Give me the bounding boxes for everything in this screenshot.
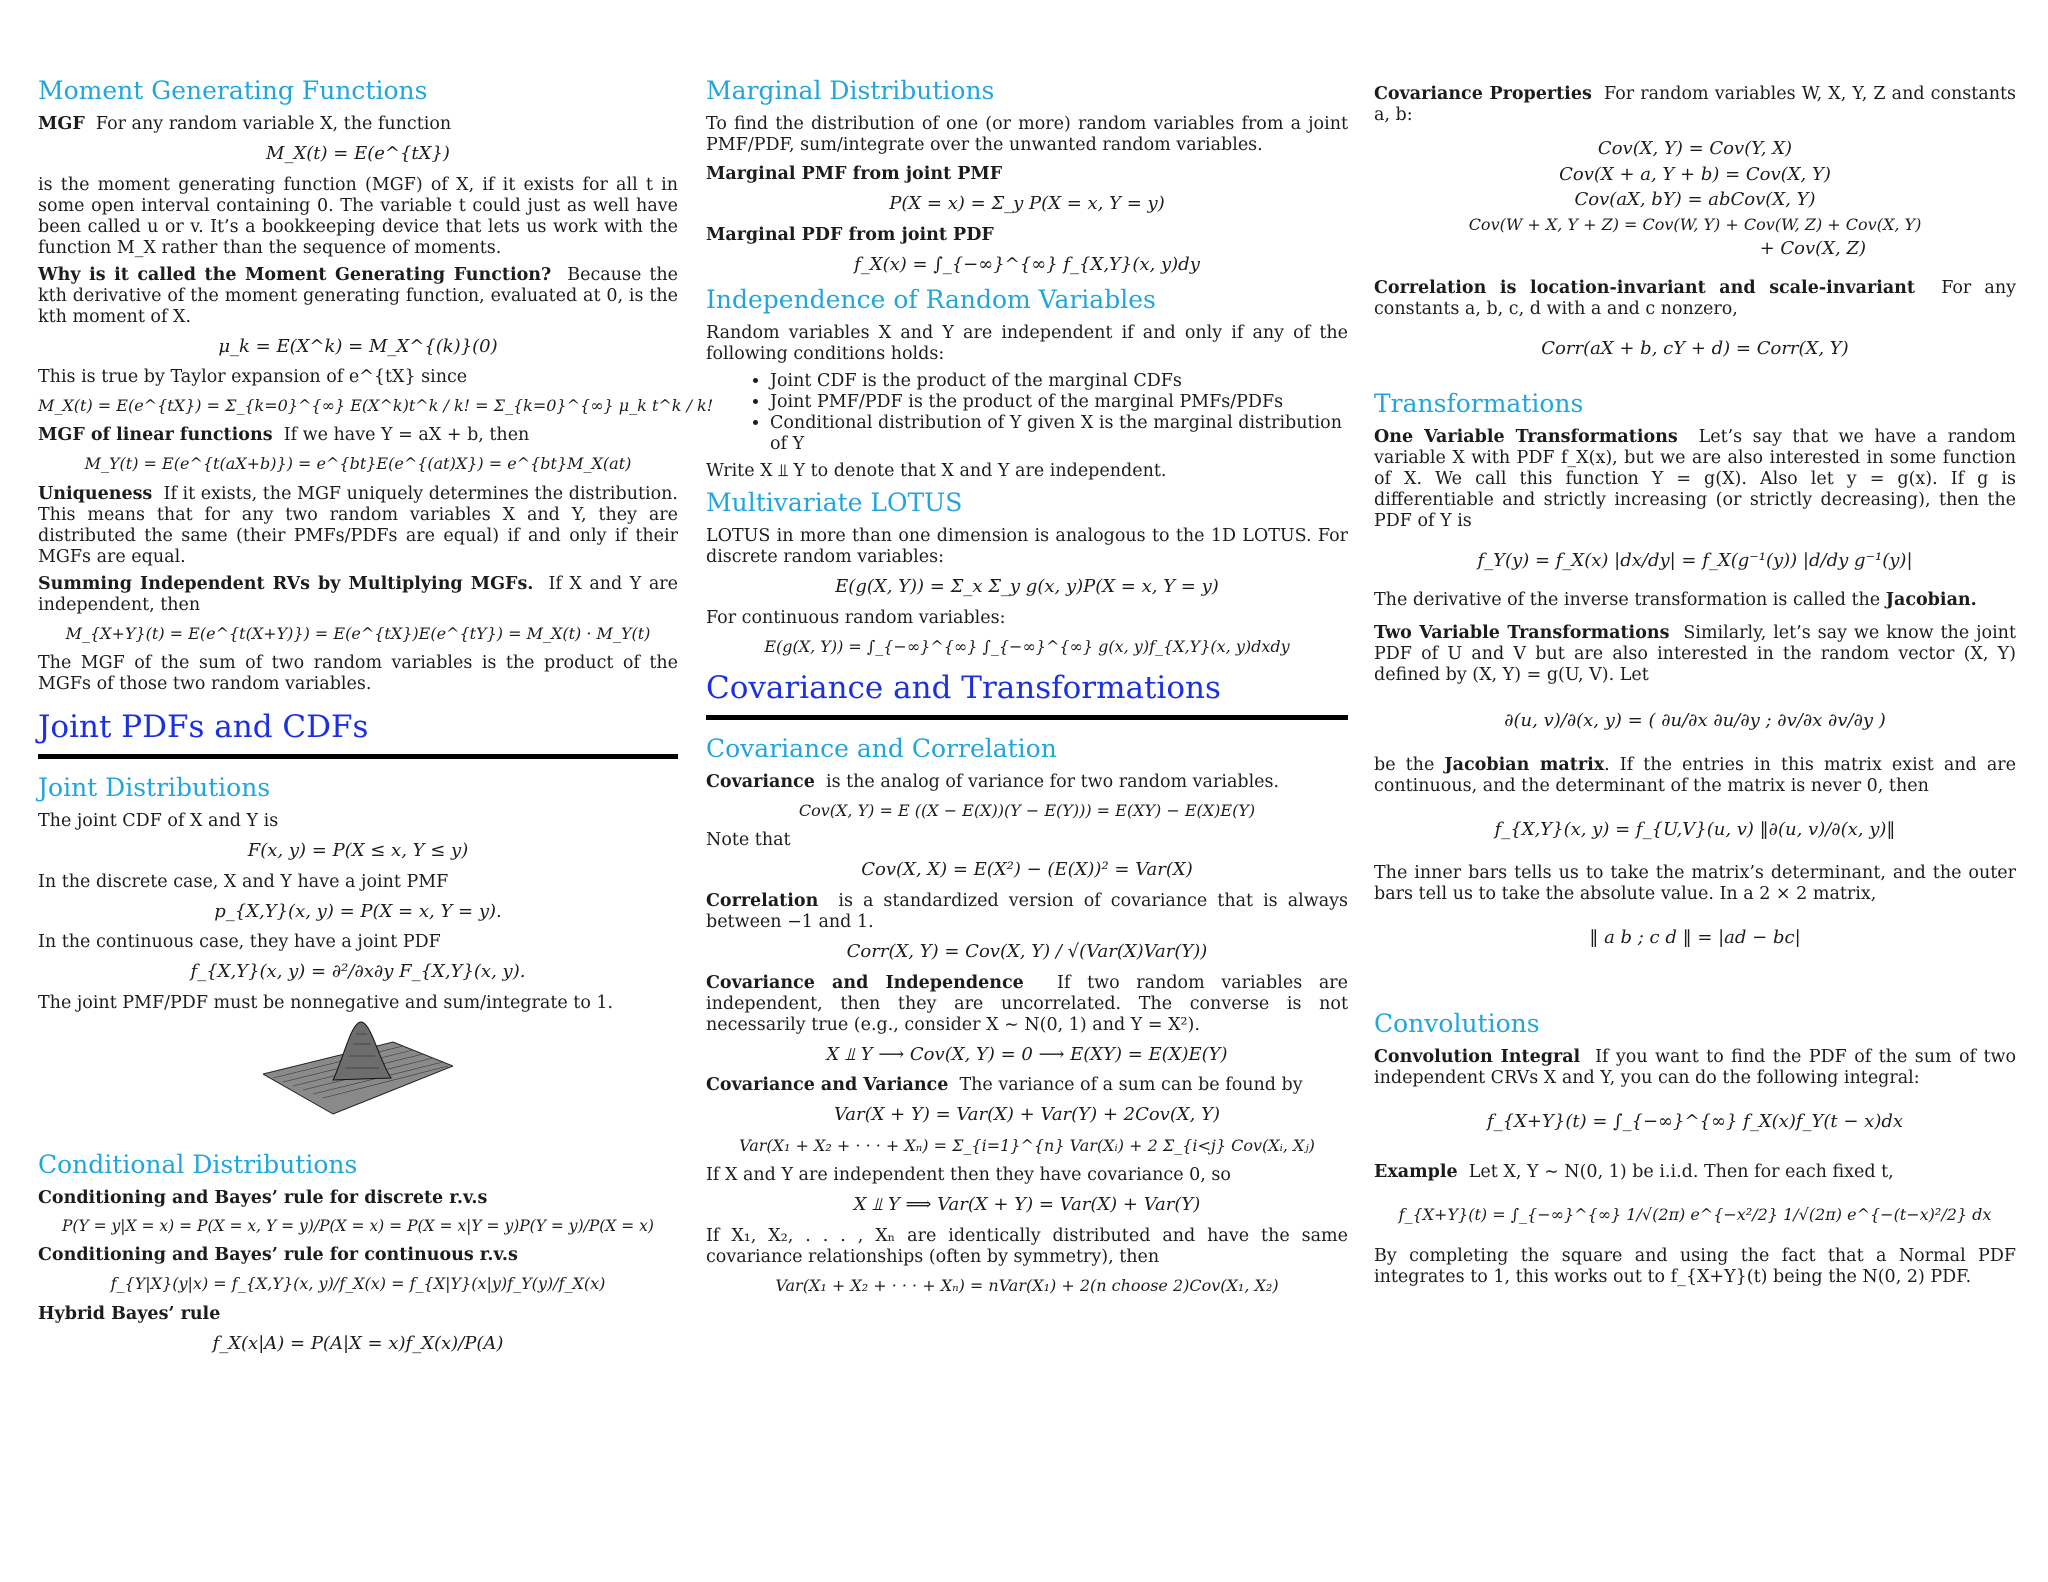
equation: μ_k = E(X^k) = M_X^{(k)}(0) [218, 335, 498, 357]
term: Covariance [706, 772, 815, 793]
paragraph: Note that [706, 830, 791, 851]
paragraph: If X₁, X₂, . . . , Xₙ are identically distributed and have the same covariance relationships (often by symmetry), then [706, 1225, 1348, 1267]
equation: P(X = x) = Σ_y P(X = x, Y = y) [889, 193, 1165, 214]
term: Jacobian matrix [1444, 755, 1605, 776]
term: MGF [38, 114, 85, 134]
equation: Var(X₁ + X₂ + · · · + Xₙ) = nVar(X₁) + 2(n choose 2)Cov(X₁, X₂) [775, 1275, 1279, 1295]
equation: f_{X,Y}(x, y) = ∂²/∂x∂y F_{X,Y}(x, y). [190, 961, 526, 983]
text: For random variables W, X, Y, Z and constants a, b: [1374, 84, 2016, 125]
paragraph [1374, 278, 2016, 320]
paragraph [38, 484, 678, 568]
equation: Corr(X, Y) = Cov(X, Y) / √(Var(X)Var(Y)) [846, 940, 1208, 962]
equation: f_{Y|X}(y|x) = f_{X,Y}(x, y)/f_X(x) = f_{X|Y}(x|y)f_Y(y)/f_X(x) [110, 1274, 606, 1294]
section-title: Conditional Distributions [38, 1149, 358, 1179]
paragraph [38, 265, 678, 328]
divider [38, 754, 678, 759]
term: MGF of linear functions [38, 425, 273, 446]
text: If it exists, the MGF uniquely determines the distribution. This means that for any two random variables X and Y, they are distributed the same (their PMFs/PDFs are equal) if and only if their MGFs are equal. [38, 483, 678, 567]
equation: X ⫫ Y ⟶ Cov(X, Y) = 0 ⟶ E(XY) = E(X)E(Y) [826, 1043, 1228, 1065]
paragraph [1374, 84, 2016, 126]
section-title: Moment Generating Functions [38, 76, 428, 105]
condition-list [706, 371, 1348, 455]
section-title: Convolutions [1374, 1008, 1540, 1038]
equation: Cov(W + X, Y + Z) = Cov(W, Y) + Cov(W, Z) + Cov(X, Y) [1468, 214, 1922, 234]
paragraph: is the moment generating function (MGF) of X, if it exists for all t in some open interval containing 0. The variable t could just as well have been called u or v. It’s a bookkeeping device that lets us work with the function M_X rather than the sequence of moments. [38, 174, 678, 258]
paragraph: In the continuous case, they have a joint PDF [38, 932, 441, 953]
paragraph [1374, 755, 2016, 797]
term: Two Variable Transformations [1374, 622, 1670, 643]
paragraph [38, 114, 678, 135]
text: Because the kth derivative of the moment generating function, evaluated at 0, is the kth moment of X. [38, 264, 678, 327]
term: Covariance and Independence [706, 972, 1024, 993]
column-1 [38, 70, 714, 1364]
equation: M_X(t) = E(e^{tX}) [266, 143, 450, 164]
paragraph [1374, 1162, 2016, 1183]
text: The derivative of the inverse transformation is called the [1374, 589, 1881, 610]
term: Correlation is location-invariant and scale-invariant [1374, 277, 1915, 298]
text: If we have Y = aX + b, then [283, 425, 530, 446]
subheading: Marginal PMF from joint PMF [706, 164, 1003, 184]
list-item: • Joint PMF/PDF is the product of the marginal PMFs/PDFs [770, 392, 1348, 413]
term: Summing Independent RVs by Multiplying MGFs. [38, 573, 534, 594]
subheading: Conditioning and Bayes’ rule for continuous r.v.s [38, 1245, 518, 1266]
text: Let X, Y ∼ N(0, 1) be i.i.d. Then for each fixed t, [1468, 1162, 1894, 1183]
text: Let’s say that we have a random variable X with PDF f_X(x), but we are also interested in some function of X. We call this function Y = g(X). Also let y = g(x). If g is differentiable and strictly increasing (or strictly decreasing), then the PDF of Y is [1374, 427, 2016, 532]
section-title: Independence of Random Variables [706, 285, 1156, 315]
column-3 [1374, 70, 2016, 1294]
list-item: • Conditional distribution of Y given X is the marginal distribution of Y [770, 413, 1348, 455]
paragraph [706, 1075, 1348, 1096]
equation: f_{X+Y}(t) = ∫_{−∞}^{∞} f_X(x)f_Y(t − x)dx [1486, 1110, 1904, 1132]
text: is the analog of variance for two random variables. [825, 772, 1280, 793]
paragraph: If X and Y are independent then they have covariance 0, so [706, 1164, 1231, 1185]
term: One Variable Transformations [1374, 427, 1678, 448]
chapter-title: Joint PDFs and CDFs [38, 708, 369, 745]
paragraph: The MGF of the sum of two random variables is the product of the MGFs of those two random variables. [38, 652, 678, 694]
text: is a standardized version of covariance that is always between −1 and 1. [706, 890, 1348, 932]
text: For any constants a, b, c, d with a and c nonzero, [1374, 277, 2016, 319]
subheading: Hybrid Bayes’ rule [38, 1303, 221, 1324]
equation: f_{X+Y}(t) = ∫_{−∞}^{∞} 1/√(2π) e^{−x²/2} 1/√(2π) e^{−(t−x)²/2} dx [1398, 1205, 1992, 1225]
paragraph: Random variables X and Y are independent if and only if any of the following conditions holds: [706, 323, 1348, 365]
equation: F(x, y) = P(X ≤ x, Y ≤ y) [247, 839, 469, 861]
paragraph [706, 891, 1348, 933]
paragraph [38, 425, 678, 446]
term: Convolution Integral [1374, 1046, 1581, 1067]
chapter-title: Covariance and Transformations [706, 669, 1221, 706]
equation: f_Y(y) = f_X(x) |dx/dy| = f_X(g⁻¹(y)) |d/dy g⁻¹(y)| [1477, 550, 1913, 572]
term: Covariance Properties [1374, 84, 1592, 104]
text: be the [1374, 755, 1435, 776]
paragraph: The inner bars tells us to take the matrix’s determinant, and the outer bars tell us to take the absolute value. In a 2 × 2 matrix, [1374, 862, 2016, 904]
paragraph [1374, 427, 2016, 532]
paragraph: For continuous random variables: [706, 607, 1006, 628]
section-title: Joint Distributions [38, 772, 271, 802]
term: Correlation [706, 890, 819, 911]
text: Similarly, let’s say we know the joint PDF of U and V but are also interested in the random vector (X, Y) defined by (X, Y) = g(U, V). Let [1374, 622, 2016, 685]
paragraph: This is true by Taylor expansion of e^{tX} since [38, 367, 468, 388]
list-item: • Joint CDF is the product of the marginal CDFs [770, 371, 1348, 392]
equation: f_X(x) = ∫_{−∞}^{∞} f_{X,Y}(x, y)dy [854, 253, 1200, 275]
equation: Cov(X, Y) = Cov(Y, X) [1597, 138, 1793, 159]
paragraph [1374, 623, 2016, 686]
equation: Var(X₁ + X₂ + · · · + Xₙ) = Σ_{i=1}^{n} Var(Xᵢ) + 2 Σ_{i<j} Cov(Xᵢ, Xⱼ) [739, 1135, 1315, 1155]
term: Uniqueness [38, 483, 153, 504]
section-title: Covariance and Correlation [706, 734, 1057, 764]
paragraph [706, 772, 1348, 793]
subheading: Marginal PDF from joint PDF [706, 224, 994, 245]
text: . If the entries in this matrix exist and are continuous, and the determinant of the matrix is never 0, then [1374, 755, 2016, 797]
equation: Var(X + Y) = Var(X) + Var(Y) + 2Cov(X, Y) [833, 1104, 1221, 1126]
equation: E(g(X, Y)) = ∫_{−∞}^{∞} ∫_{−∞}^{∞} g(x, y)f_{X,Y}(x, y)dxdy [764, 636, 1290, 656]
equation: p_{X,Y}(x, y) = P(X = x, Y = y). [214, 900, 502, 922]
paragraph [1374, 590, 2016, 611]
term: Jacobian. [1885, 589, 1977, 610]
divider [706, 715, 1348, 720]
text: If you want to find the PDF of the sum of two independent CRVs X and Y, you can do the following integral: [1374, 1046, 2017, 1088]
section-title: Transformations [1374, 389, 1584, 419]
text: If two random variables are independent, then they are uncorrelated. The converse is not necessarily true (e.g., consider X ∼ N(0, 1) and Y = X²). [706, 972, 1348, 1035]
paragraph: To find the distribution of one (or more) random variables from a joint PMF/PDF, sum/integrate over the unwanted random variables. [706, 114, 1348, 155]
paragraph: The joint CDF of X and Y is [38, 810, 279, 831]
equation: Corr(aX + b, cY + d) = Corr(X, Y) [1541, 337, 1849, 359]
equation: M_X(t) = E(e^{tX}) = Σ_{k=0}^{∞} E(X^k)t^k / k! = Σ_{k=0}^{∞} μ_k t^k / k! [38, 396, 714, 416]
text: For any random variable X, the function [95, 114, 452, 134]
equation: M_{X+Y}(t) = E(e^{t(X+Y)}) = E(e^{tX})E(e^{tY}) = M_X(t) · M_Y(t) [65, 623, 651, 643]
equation: Cov(aX, bY) = abCov(X, Y) [1574, 189, 1816, 211]
equation: M_Y(t) = E(e^{t(aX+b)}) = e^{bt}E(e^{(at)X}) = e^{bt}M_X(at) [84, 454, 632, 474]
paragraph [38, 574, 678, 616]
equation: f_X(x|A) = P(A|X = x)f_X(x)/P(A) [212, 1332, 504, 1354]
equation: X ⫫ Y ⟹ Var(X + Y) = Var(X) + Var(Y) [853, 1193, 1201, 1215]
text: The variance of a sum can be found by [959, 1075, 1303, 1096]
section-title: Marginal Distributions [706, 76, 995, 105]
equation: + Cov(X, Z) [1759, 237, 1866, 259]
subheading: Conditioning and Bayes’ rule for discrete r.v.s [38, 1187, 488, 1208]
paragraph: Write X ⫫ Y to denote that X and Y are independent. [706, 461, 1167, 482]
equation: E(g(X, Y)) = Σ_x Σ_y g(x, y)P(X = x, Y = y) [835, 576, 1219, 598]
term: Why is it called the Moment Generating Function? [38, 264, 552, 285]
paragraph [706, 973, 1348, 1036]
equation: ∂(u, v)/∂(x, y) = ( ∂u/∂x ∂u/∂y ; ∂v/∂x ∂v/∂y ) [1504, 709, 1886, 731]
paragraph: In the discrete case, X and Y have a joint PMF [38, 871, 449, 892]
text: If X and Y are independent, then [38, 573, 678, 615]
column-2 [706, 70, 1348, 1305]
term: Covariance and Variance [706, 1075, 949, 1096]
term: Example [1374, 1162, 1458, 1183]
paragraph: The joint PMF/PDF must be nonnegative and sum/integrate to 1. [38, 992, 614, 1013]
joint-pdf-surface-image [263, 1020, 453, 1116]
paragraph [1374, 1047, 2016, 1089]
equation: Cov(X + a, Y + b) = Cov(X, Y) [1559, 163, 1831, 185]
section-title: Multivariate LOTUS [706, 488, 963, 518]
equation: Cov(X, X) = E(X²) − (E(X))² = Var(X) [861, 859, 1193, 881]
equation: P(Y = y|X = x) = P(X = x, Y = y)/P(X = x) = P(X = x|Y = y)P(Y = y)/P(X = x) [62, 1216, 654, 1235]
paragraph: LOTUS in more than one dimension is analogous to the 1D LOTUS. For discrete random variables: [706, 526, 1348, 568]
equation: f_{X,Y}(x, y) = f_{U,V}(u, v) ‖∂(u, v)/∂(x, y)‖ [1494, 819, 1896, 841]
paragraph: By completing the square and using the fact that a Normal PDF integrates to 1, this works out to f_{X+Y}(t) being the N(0, 2) PDF. [1374, 1246, 2016, 1288]
equation: Cov(X, Y) = E ((X − E(X))(Y − E(Y))) = E(XY) − E(X)E(Y) [798, 801, 1256, 821]
equation: ‖ a b ; c d ‖ = |ad − bc| [1589, 926, 1801, 948]
